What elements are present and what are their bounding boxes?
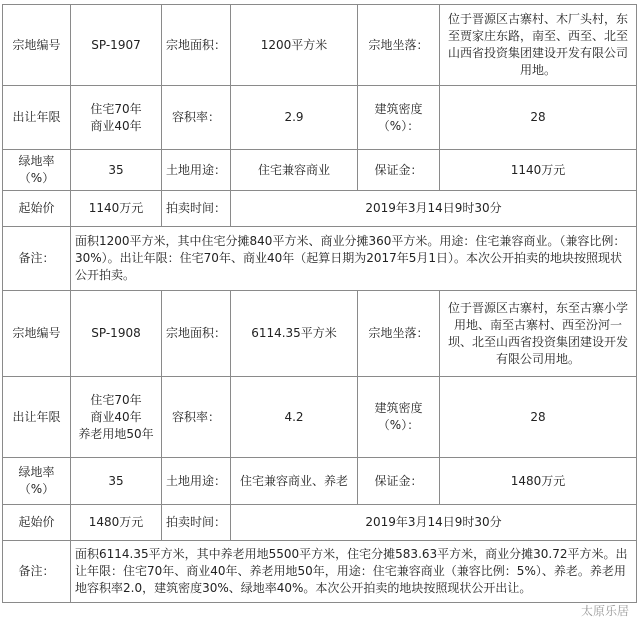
term-line: 住宅70年 bbox=[90, 392, 142, 407]
start-price-label: 起始价 bbox=[3, 191, 71, 227]
term-value bbox=[71, 86, 162, 150]
auction-time-value: 2019年3月14日9时30分 bbox=[231, 505, 637, 541]
table-row bbox=[3, 5, 637, 86]
density-value: 28 bbox=[440, 86, 637, 150]
remark-label: 备注： bbox=[3, 227, 71, 291]
location-value: 位于晋源区古寨村，东至古寨小学用地、南至古寨村、西至汾河一坝、北至山西省投资集团建设开发有限公司用地。 bbox=[440, 291, 637, 377]
remark-value: 面积1200平方米，其中住宅分摊840平方米、商业分摊360平方米。用途：住宅兼容商业。（兼容比例：30%）。出让年限：住宅70年、商业40年（起算日期为2017年5月1日）。本次公开拍卖的地块按照现状公开拍卖。 bbox=[71, 227, 637, 291]
term-label: 出让年限 bbox=[3, 377, 71, 458]
parcel-no-value: SP-1907 bbox=[71, 5, 162, 86]
table-row bbox=[3, 541, 637, 603]
table-row bbox=[3, 377, 637, 458]
parcel-area-value: 6114.35平方米 bbox=[231, 291, 358, 377]
parcel-no-value: SP-1908 bbox=[71, 291, 162, 377]
table-row bbox=[3, 86, 637, 150]
density-value: 28 bbox=[440, 377, 637, 458]
far-label: 容积率： bbox=[162, 377, 231, 458]
deposit-label: 保证金： bbox=[358, 458, 440, 505]
green-rate-label: 绿地率（%） bbox=[3, 458, 71, 505]
start-price-label: 起始价 bbox=[3, 505, 71, 541]
location-value: 位于晋源区古寨村、木厂头村，东至贾家庄东路，南至、西至、北至山西省投资集团建设开发有限公司用地。 bbox=[440, 5, 637, 86]
auction-time-label: 拍卖时间： bbox=[162, 191, 231, 227]
parcel-area-value: 1200平方米 bbox=[231, 5, 358, 86]
location-label: 宗地坐落： bbox=[358, 5, 440, 86]
far-value: 4.2 bbox=[231, 377, 358, 458]
parcel-no-label: 宗地编号 bbox=[3, 5, 71, 86]
parcel-area-label: 宗地面积： bbox=[162, 291, 231, 377]
far-value: 2.9 bbox=[231, 86, 358, 150]
term-line: 住宅70年 bbox=[90, 101, 142, 116]
term-line: 商业40年 bbox=[90, 409, 142, 424]
auction-time-label: 拍卖时间： bbox=[162, 505, 231, 541]
start-price-value: 1480万元 bbox=[71, 505, 162, 541]
land-auction-table bbox=[2, 4, 637, 603]
far-label: 容积率： bbox=[162, 86, 231, 150]
term-label: 出让年限 bbox=[3, 86, 71, 150]
parcel-area-label: 宗地面积： bbox=[162, 5, 231, 86]
table-row bbox=[3, 227, 637, 291]
start-price-value: 1140万元 bbox=[71, 191, 162, 227]
location-label: 宗地坐落： bbox=[358, 291, 440, 377]
table-row bbox=[3, 458, 637, 505]
remark-value: 面积6114.35平方米，其中养老用地5500平方米，住宅分摊583.63平方米，商业分摊30.72平方米。出让年限：住宅70年、商业40年、养老用地50年，用途：住宅兼容商业（兼容比例：5%）、养老。养老用地容积率2.0，建筑密度30%、绿地率40%。本次公开拍卖的地块按照现状公开出让。 bbox=[71, 541, 637, 603]
deposit-value: 1140万元 bbox=[440, 150, 637, 191]
land-use-value: 住宅兼容商业、养老 bbox=[231, 458, 358, 505]
remark-label: 备注： bbox=[3, 541, 71, 603]
density-label: 建筑密度（%）： bbox=[358, 86, 440, 150]
table-row bbox=[3, 291, 637, 377]
land-use-label: 土地用途： bbox=[162, 458, 231, 505]
density-label: 建筑密度（%）： bbox=[358, 377, 440, 458]
green-rate-value: 35 bbox=[71, 150, 162, 191]
watermark: 太原乐居 bbox=[580, 604, 629, 618]
table-row bbox=[3, 191, 637, 227]
auction-time-value: 2019年3月14日9时30分 bbox=[231, 191, 637, 227]
green-rate-label: 绿地率（%） bbox=[3, 150, 71, 191]
term-line: 养老用地50年 bbox=[78, 426, 154, 441]
table-row bbox=[3, 505, 637, 541]
term-line: 商业40年 bbox=[90, 118, 142, 133]
land-use-label: 土地用途： bbox=[162, 150, 231, 191]
parcel-no-label: 宗地编号 bbox=[3, 291, 71, 377]
deposit-value: 1480万元 bbox=[440, 458, 637, 505]
table-row bbox=[3, 150, 637, 191]
term-value bbox=[71, 377, 162, 458]
land-use-value: 住宅兼容商业 bbox=[231, 150, 358, 191]
deposit-label: 保证金： bbox=[358, 150, 440, 191]
green-rate-value: 35 bbox=[71, 458, 162, 505]
